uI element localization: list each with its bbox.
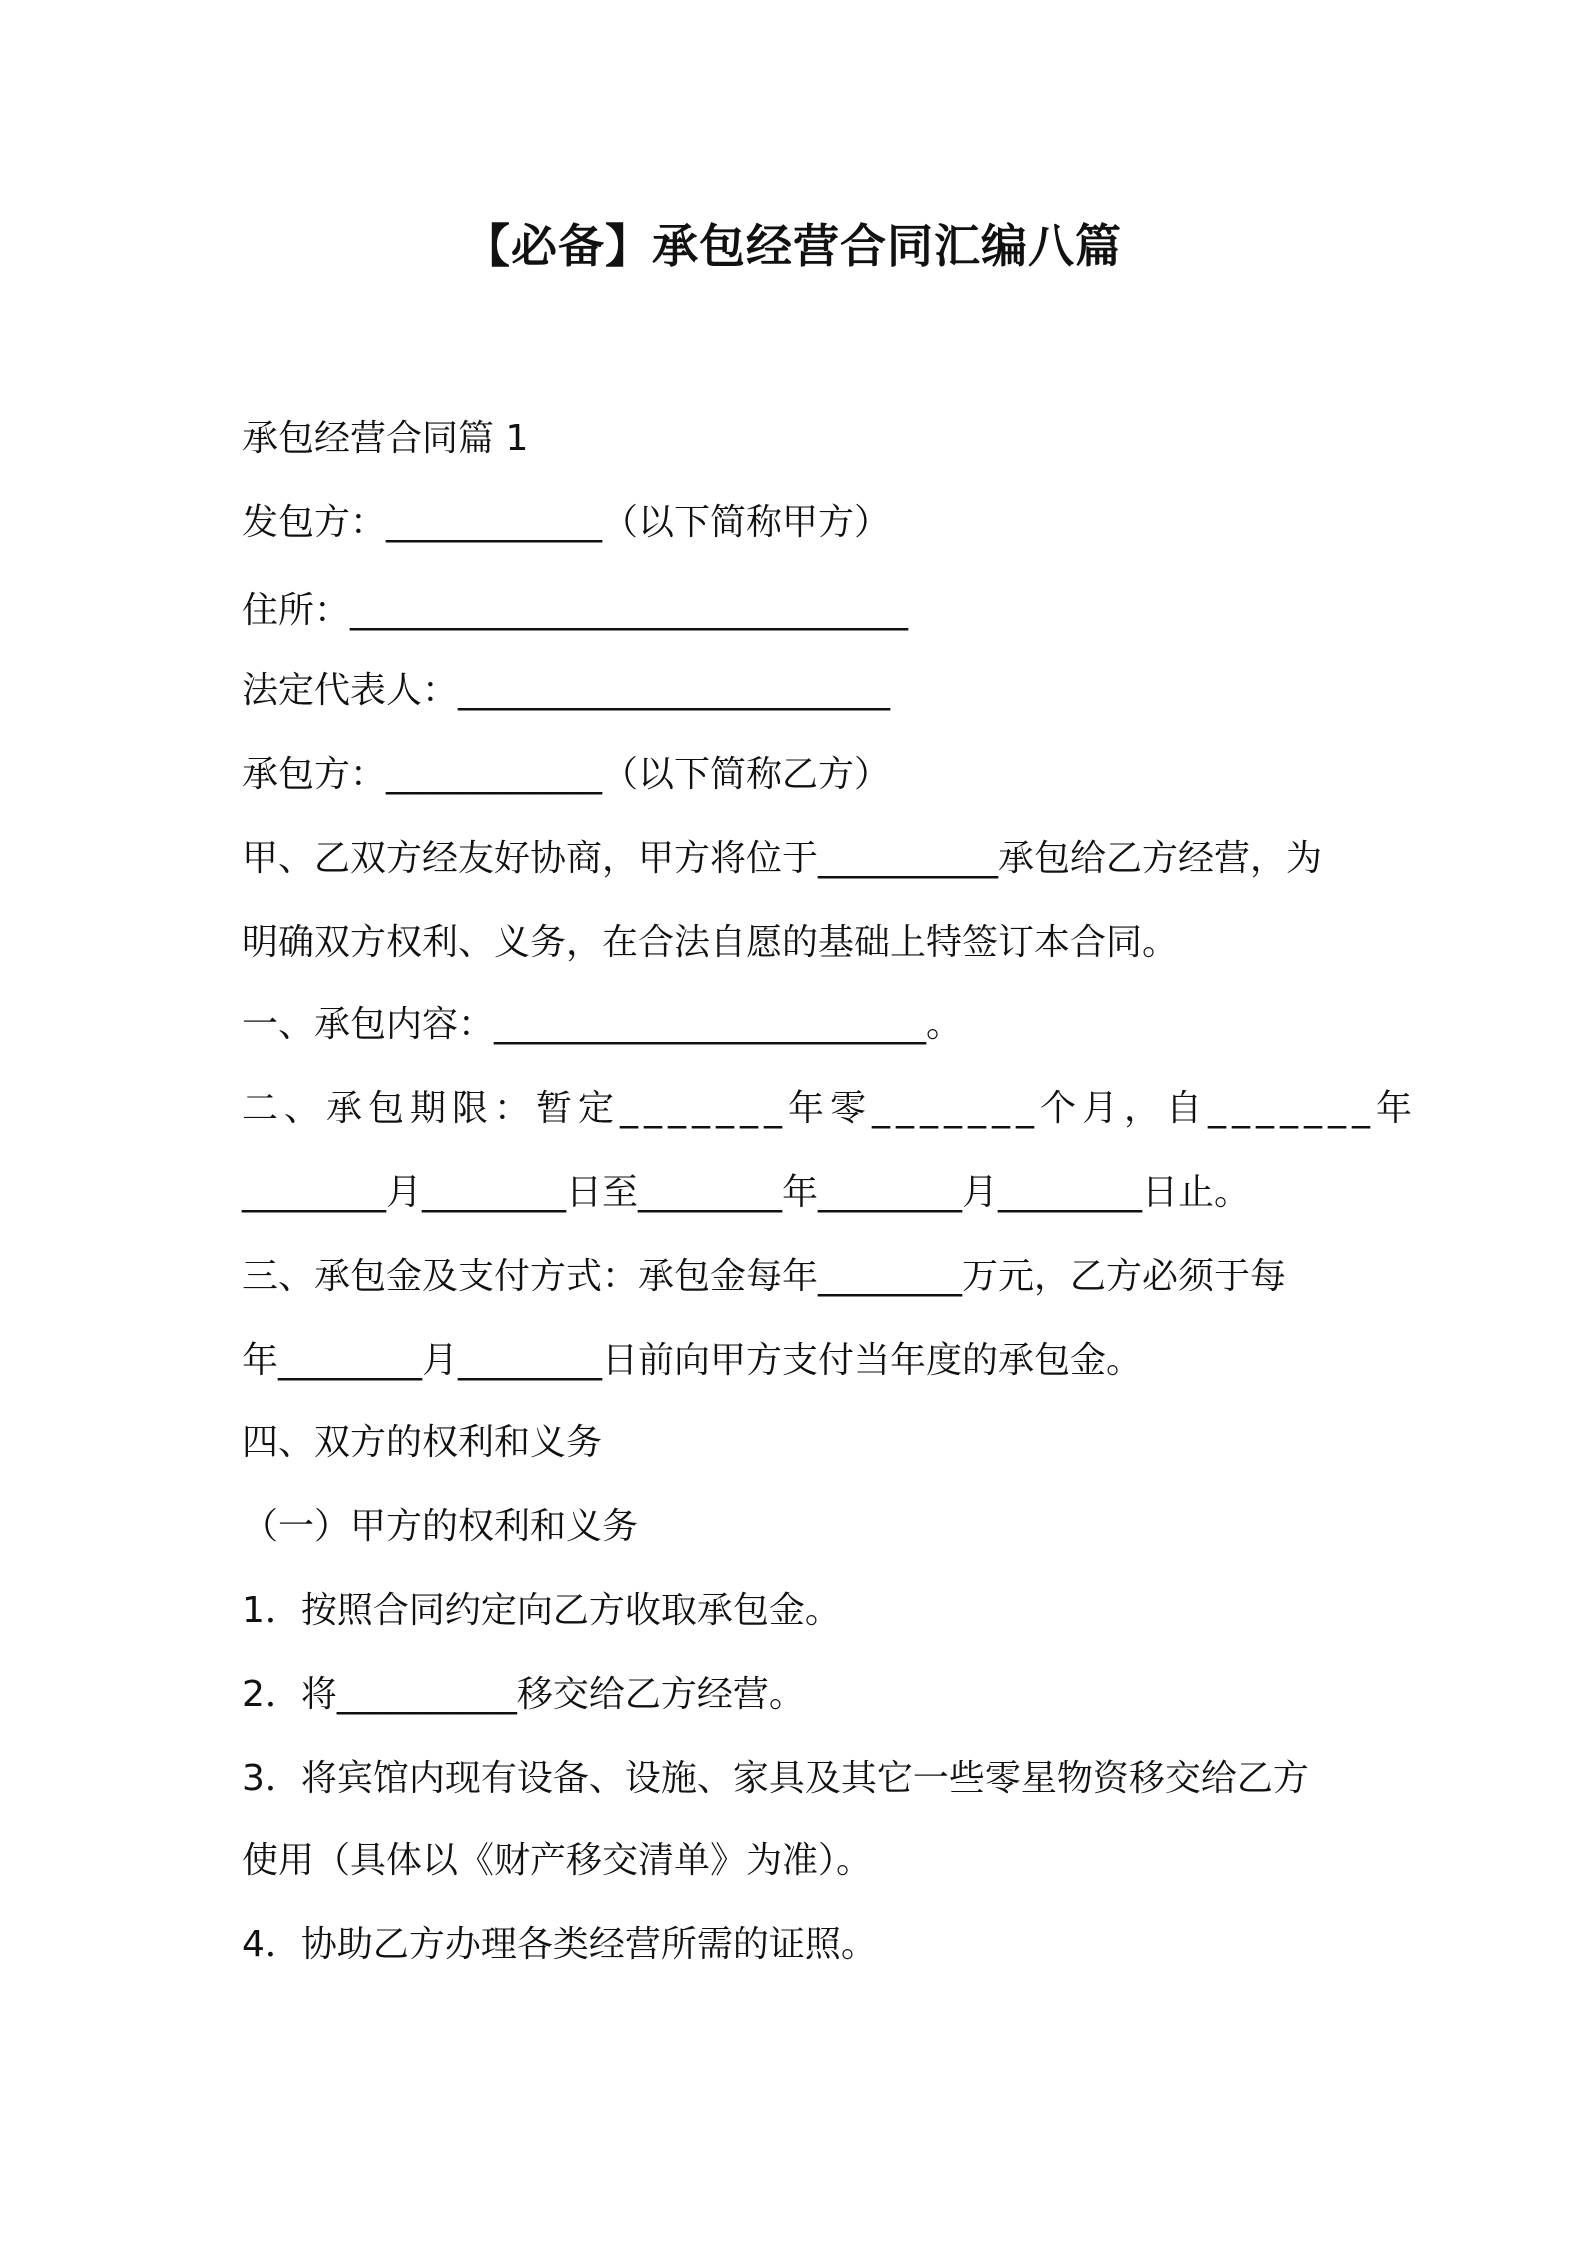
list-item: 3．将宾馆内现有设备、设施、家具及其它一些零星物资移交给乙方 xyxy=(242,1758,1309,1799)
legal-rep-line: 法定代表人：________________________ xyxy=(242,670,891,711)
party-a-line: 发包方：____________（以下简称甲方） xyxy=(242,502,891,543)
clause-line: 二、承包期限：暂定_______年零_______个月，自_______年 xyxy=(242,1088,1419,1129)
clause-line: 三、承包金及支付方式：承包金每年________万元，乙方必须于每 xyxy=(242,1256,1287,1297)
subclause-heading: （一）甲方的权利和义务 xyxy=(242,1506,639,1547)
section-heading: 承包经营合同篇 1 xyxy=(242,418,529,459)
clause-line: ________月________日至________年________月________日止。 xyxy=(242,1172,1251,1213)
clause-heading: 四、双方的权利和义务 xyxy=(242,1422,603,1463)
document-title: 【必备】承包经营合同汇编八篇 xyxy=(464,219,1122,273)
paragraph-line: 明确双方权利、义务，在合法自愿的基础上特签订本合同。 xyxy=(242,922,1179,963)
list-item: 4．协助乙方办理各类经营所需的证照。 xyxy=(242,1924,877,1965)
clause-line: 年________月________日前向甲方支付当年度的承包金。 xyxy=(242,1340,1143,1381)
address-line: 住所：_______________________________ xyxy=(242,590,909,631)
party-b-line: 承包方：____________（以下简称乙方） xyxy=(242,754,891,795)
paragraph-line: 甲、乙双方经友好协商，甲方将位于__________承包给乙方经营，为 xyxy=(242,838,1323,879)
list-item: 1．按照合同约定向乙方收取承包金。 xyxy=(242,1590,841,1631)
list-item: 2．将__________移交给乙方经营。 xyxy=(242,1674,805,1715)
list-item: 使用（具体以《财产移交清单》为准）。 xyxy=(242,1840,873,1881)
clause-line: 一、承包内容：________________________。 xyxy=(242,1004,963,1045)
